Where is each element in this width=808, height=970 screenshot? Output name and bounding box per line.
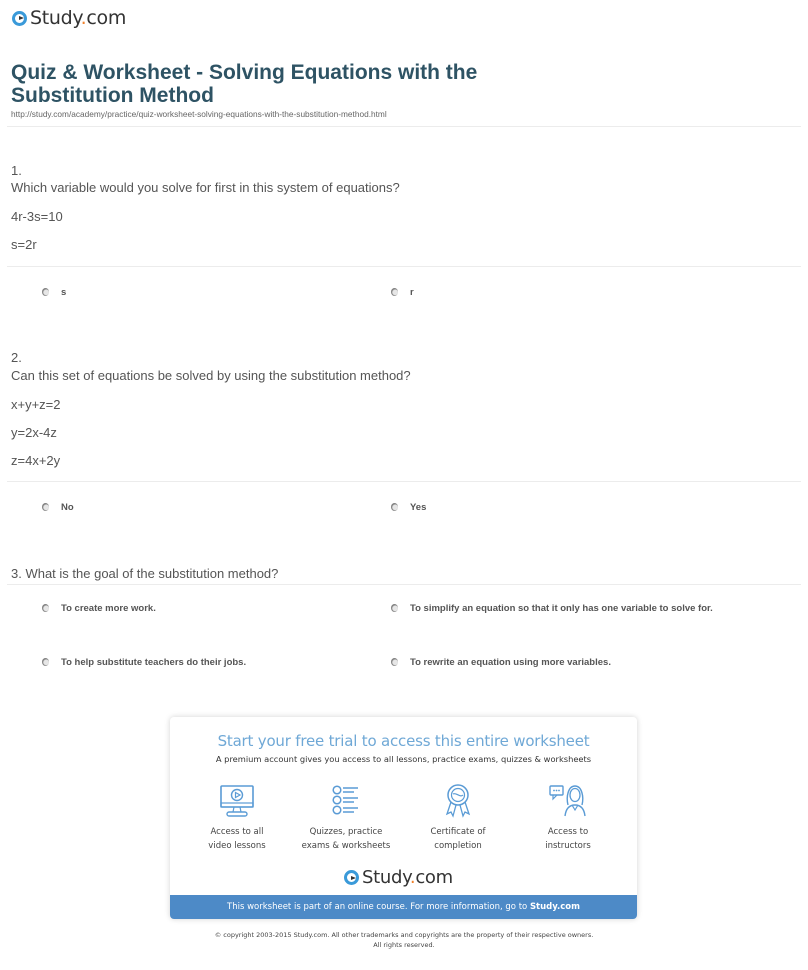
answer-option[interactable]: To create more work. (42, 602, 342, 616)
question-number: 2. (11, 350, 22, 365)
question-number: 1. (11, 163, 22, 178)
radio-button[interactable] (42, 658, 49, 666)
answer-option[interactable]: Yes (391, 501, 426, 515)
logo-wordmark: Study.com (362, 867, 453, 888)
promo-subtitle: A premium account gives you access to all lessons, practice exams, quizzes & worksheets (215, 754, 592, 764)
question-text: Which variable would you solve for first in this system of equations? (11, 180, 400, 195)
question-text: Can this set of equations be solved by using the substitution method? (11, 368, 411, 383)
page-url: http://study.com/academy/practice/quiz-worksheet-solving-equations-with-the-substitution-method.html (11, 109, 387, 119)
copyright-notice: © copyright 2003-2015 Study.com. All other trademarks and copyrights are the property of their respective owners. All rights reserved. (214, 931, 594, 949)
radio-button[interactable] (42, 503, 49, 511)
radio-button[interactable] (391, 503, 398, 511)
radio-button[interactable] (42, 604, 49, 612)
equation: 4r-3s=10 (11, 209, 63, 224)
equation: x+y+z=2 (11, 397, 61, 412)
divider (7, 481, 801, 482)
page-title: Quiz & Worksheet - Solving Equations with the Substitution Method (11, 61, 478, 107)
feature-quizzes: Quizzes, practice exams & worksheets (296, 783, 396, 853)
feature-video-lessons: Access to all video lessons (187, 783, 287, 853)
logo-wordmark: Study.com (30, 7, 127, 29)
feature-instructors: Access to instructors (518, 783, 618, 853)
play-logo-icon (12, 11, 27, 26)
radio-button[interactable] (391, 658, 398, 666)
answer-option[interactable]: No (42, 501, 74, 515)
radio-button[interactable] (391, 604, 398, 612)
course-info-bar: This worksheet is part of an online course. For more information, go to Study.com (170, 895, 637, 919)
radio-button[interactable] (391, 288, 398, 296)
certificate-icon (440, 783, 476, 819)
answer-option[interactable]: s (42, 286, 66, 300)
study-com-link[interactable]: Study.com (529, 902, 580, 912)
feature-certificate: Certificate of completion (408, 783, 508, 853)
answer-option[interactable]: To simplify an equation so that it only has one variable to solve for. (391, 602, 731, 616)
instructor-icon (548, 783, 588, 819)
quiz-list-icon (328, 783, 364, 819)
promo-study-logo[interactable] (344, 867, 453, 888)
divider (7, 266, 801, 267)
equation: y=2x-4z (11, 425, 57, 440)
equation: z=4x+2y (11, 453, 61, 468)
question-text: 3. What is the goal of the substitution method? (11, 566, 279, 581)
play-logo-icon (344, 870, 359, 885)
divider (7, 126, 801, 127)
promo-title[interactable]: Start your free trial to access this entire worksheet (217, 732, 590, 750)
answer-option[interactable]: r (391, 286, 414, 300)
answer-option[interactable]: To help substitute teachers do their jobs. (42, 656, 342, 670)
study-logo[interactable] (12, 7, 126, 29)
video-lesson-icon (219, 783, 255, 819)
answer-option[interactable]: To rewrite an equation using more variables. (391, 656, 731, 670)
radio-button[interactable] (42, 288, 49, 296)
equation: s=2r (11, 237, 37, 252)
free-trial-promo (170, 717, 637, 919)
divider (7, 584, 801, 585)
